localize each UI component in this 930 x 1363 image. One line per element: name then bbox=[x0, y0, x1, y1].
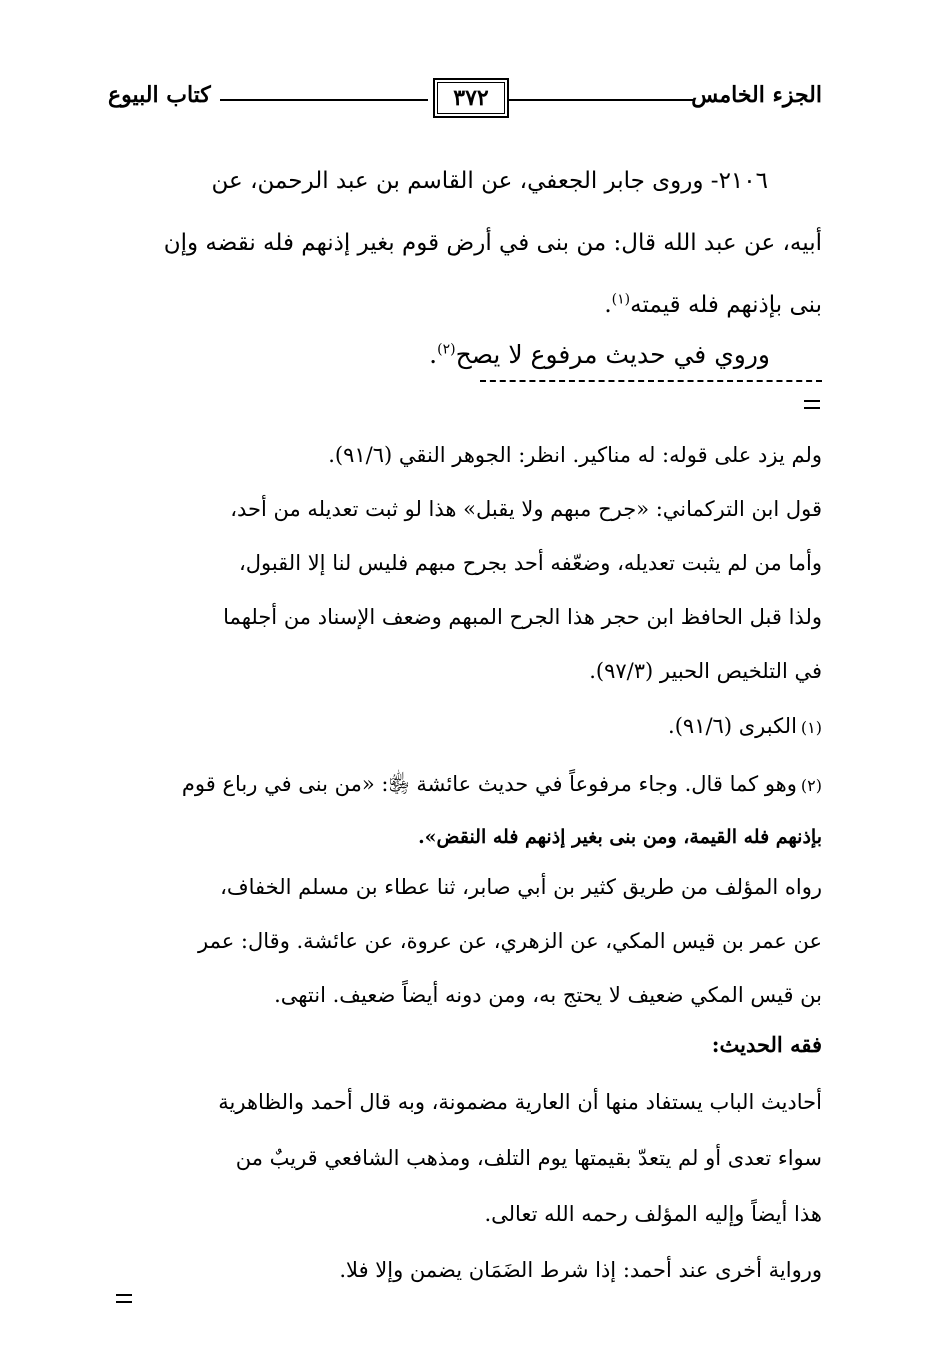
footnotes bbox=[108, 428, 822, 1298]
section-heading: فقه الحديث: bbox=[711, 1032, 822, 1057]
footnote-2 bbox=[108, 756, 822, 814]
page-number: ٣٧٢ bbox=[433, 78, 509, 118]
footnote-line: عن عمر بن قيس المكي، عن الزهري، عن عروة، عن عائشة. وقال: عمر bbox=[197, 929, 822, 953]
page-header bbox=[108, 78, 822, 122]
book-title: كتاب البيوع bbox=[108, 82, 211, 108]
footnote-line: بن قيس المكي ضعيف لا يحتج به، ومن دونه أيضاً ضعيف. انتهى. bbox=[274, 983, 822, 1007]
fiqh-line: هذا أيضاً وإليه المؤلف رحمه الله تعالى. bbox=[484, 1202, 822, 1226]
marfu-text: وروي في حديث مرفوع لا يصح bbox=[455, 340, 770, 369]
footnote-continued-line: ولم يزد على قوله: له مناكير. انظر: الجوهر النقي (٩١/٦). bbox=[328, 443, 822, 467]
footnote-1 bbox=[108, 698, 822, 756]
continuation-mark bbox=[804, 400, 820, 409]
hadith-line: أبيه، عن عبد الله قال: من بنى في أرض قوم بغير إذنهم فله نقضه وإن bbox=[163, 230, 822, 256]
footnote-ref: (١) bbox=[611, 291, 631, 308]
footnote-line: رواه المؤلف من طريق كثير بن أبي صابر، ثنا عطاء بن مسلم الخفاف، bbox=[220, 875, 822, 899]
footnote-continued-line: قول ابن التركماني: «جرح مبهم ولا يقبل» هذا لو ثبت تعديله من أحد، bbox=[230, 497, 822, 521]
footnote-separator bbox=[480, 380, 822, 382]
footnote-quote: بإذنهم فله القيمة، ومن بنى بغير إذنهم فله النقض». bbox=[418, 826, 822, 848]
footnote-continued-line: وأما من لم يثبت تعديله، وضعّفه أحد بجرح مبهم فليس لنا إلا القبول، bbox=[238, 551, 822, 575]
footnote-continued-line: في التلخيص الحبير (٩٧/٣). bbox=[589, 659, 822, 683]
continuation-mark bbox=[116, 1294, 132, 1303]
hadith-text: بنى بإذنهم فله قيمته bbox=[630, 292, 822, 318]
main-text bbox=[108, 150, 822, 369]
fiqh-line: ورواية أخرى عند أحمد: إذا شرط الضَمَان يضمن وإلا فلا. bbox=[339, 1258, 822, 1282]
footnote-ref: (٢) bbox=[437, 341, 456, 358]
fiqh-line: أحاديث الباب يستفاد منها أن العارية مضمونة، وبه قال أحمد والظاهرية bbox=[218, 1090, 822, 1114]
footnote-continued-line: ولذا قبل الحافظ ابن حجر هذا الجرح المبهم وضعف الإسناد من أجلهما bbox=[223, 605, 822, 629]
header-rule-left bbox=[220, 99, 428, 101]
volume-title: الجزء الخامس bbox=[691, 82, 822, 108]
fiqh-line: سواء تعدى أو لم يتعدّ بقيمتها يوم التلف، ومذهب الشافعي قريبٌ من bbox=[235, 1146, 822, 1170]
footnote-text: الكبرى (٩١/٦). bbox=[668, 714, 797, 738]
marfu-line: وروي في حديث مرفوع لا يصح$^{(٢)}$. bbox=[429, 340, 770, 369]
footnote-text: وهو كما قال. وجاء مرفوعاً في حديث عائشة ﵂: «من بنى في رباع قوم bbox=[181, 772, 797, 796]
hadith-line: بنى بإذنهم فله قيمته$^{(١)}$. bbox=[604, 291, 822, 318]
footnote-number: (١) bbox=[800, 718, 822, 737]
footnote-number: (٢) bbox=[800, 776, 822, 795]
hadith-line: ٢١٠٦- وروى جابر الجعفي، عن القاسم بن عبد الرحمن، عن bbox=[211, 168, 768, 194]
header-rule-right bbox=[506, 99, 694, 101]
